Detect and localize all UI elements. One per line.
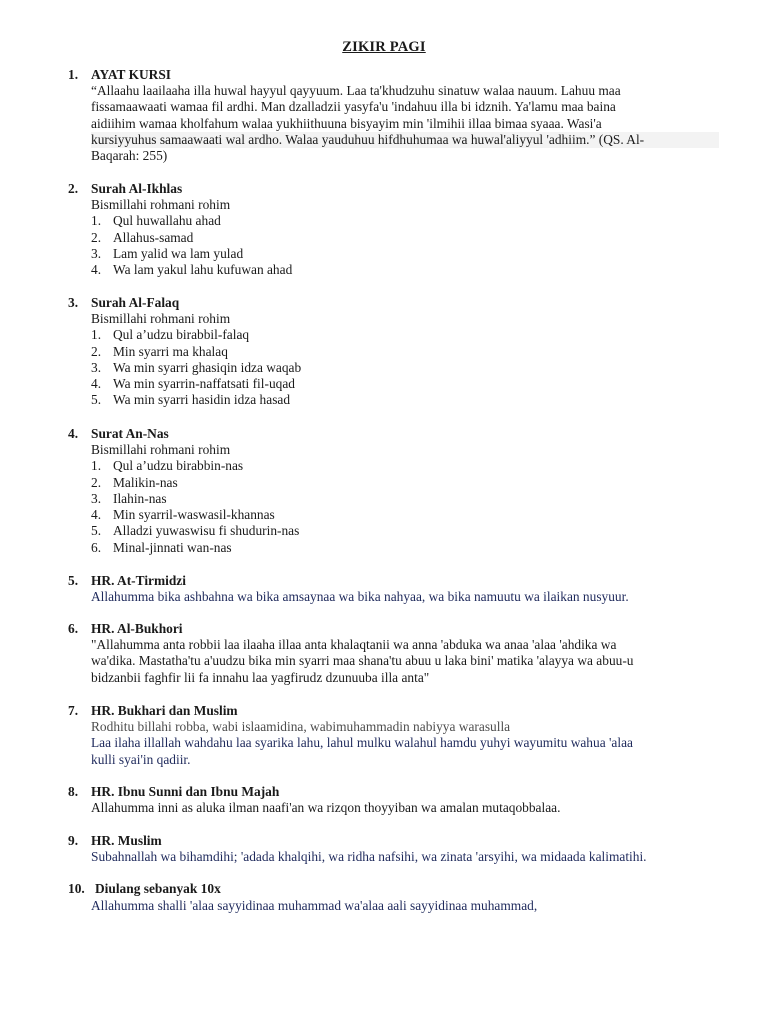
verse-number: 2. [91,229,102,245]
verse-item [91,246,719,262]
text-line: bidzanbii faghfir lii fa innahu laa yagfirudz dzunuuba illa anta" [91,669,430,685]
text-line: aidiihim wamaa kholfahum walaa yukhiithuuna bisyayim min 'ilmihii illaa bimaa syaaa. Wasi'a [91,115,602,131]
verse-number: 3. [91,359,102,375]
bismillah-line: Bismillahi rohmani rohim [91,311,231,326]
section-number: 4. [68,426,79,441]
section-heading: HR. At-Tirmidzi [91,573,186,588]
verse-text: Lam yalid wa lam yulad [113,245,244,261]
text-line: Allahumma bika ashbahna wa bika amsaynaa wa bika nahyaa, wa bika namuutu wa ilaikan nusyuur. [91,589,629,604]
verse-number: 3. [91,245,102,261]
verse-number: 2. [91,343,102,359]
section-body [91,637,719,686]
section-number: 1. [68,67,79,82]
verse-number: 6. [91,539,102,555]
verse-text: Wa min syarri ghasiqin idza waqab [113,359,302,375]
text-line: kulli syai'in qadiir. [91,751,191,767]
verse-text: Min syarri ma khalaq [113,343,228,359]
text-line: Rodhitu billahi robba, wabi islaamidina, wabimuhammadin nabiyya warasulla [91,719,511,734]
verse-item [91,458,719,474]
text-line: wa'dika. Mastatha'tu a'uudzu bika min syarri maa shana'tu abuu u laka bini' matika 'alayya wa abuu-u [91,653,634,669]
verse-item [91,344,719,360]
text-line: Baqarah: 255) [91,148,168,164]
section-number: 2. [68,181,79,196]
verse-item [91,491,719,507]
text-line: Allahumma shalli 'alaa sayyidinaa muhammad wa'alaa aali sayyidinaa muhammad, [91,898,538,913]
verse-text: Allahus-samad [113,229,194,245]
verse-text: Minal-jinnati wan-nas [113,539,232,555]
section-heading: AYAT KURSI [91,67,172,82]
verse-number: 1. [91,327,102,343]
text-line: Laa ilaha illallah wahdahu laa syarika lahu, lahul mulku walahul hamdu yuhyi wayumitu wahua 'alaa [91,735,633,751]
verse-text: Ilahin-nas [113,490,167,506]
bismillah-line: Bismillahi rohmani rohim [91,442,231,457]
verse-number: 1. [91,458,102,474]
section-body [91,589,719,605]
verse-text: Wa min syarrin-naffatsati fil-uqad [113,376,295,392]
section-number: 9. [68,833,79,848]
verse-item [91,507,719,523]
verse-text: Min syarril-waswasil-khannas [113,507,275,523]
verse-text: Alladzi yuwaswisu fi shudurin-nas [113,523,300,539]
verse-number: 3. [91,490,102,506]
verse-item [91,327,719,343]
section-number: 7. [68,703,79,718]
text-line: “Allaahu laailaaha illa huwal hayyul qayyuum. Laa ta'khudzuhu sinatuw walaa nauum. Lahuu maa [91,83,621,98]
text-line: Allahumma inni as aluka ilman naafi'an wa rizqon thoyyiban wa amalan mutaqobbalaa. [91,800,561,815]
section-number: 8. [68,784,79,799]
section-body [91,719,719,768]
section-heading: HR. Muslim [91,833,162,848]
section-body [91,898,719,914]
section-number: 10. [68,881,85,896]
verse-text: Malikin-nas [113,474,178,490]
text-line: kursiyyuhus samaawaati wal ardho. Walaa yauduhuu hifdhuhumaa wa huwal'aliyyul 'adhiim.” (QS. Al- [91,132,719,148]
section-heading: Surah Al-Falaq [91,295,180,310]
verse-text: Wa lam yakul lahu kufuwan ahad [113,262,293,278]
section-body [91,197,719,278]
section-number: 3. [68,295,79,310]
bismillah-line: Bismillahi rohmani rohim [91,197,231,212]
verse-item [91,360,719,376]
section-body [91,800,719,816]
verse-item [91,262,719,278]
section-body [91,849,719,865]
section-heading: HR. Ibnu Sunni dan Ibnu Majah [91,784,280,799]
section-number: 5. [68,573,79,588]
verse-item [91,213,719,229]
section-body [91,442,719,556]
verse-item [91,392,719,408]
verse-number: 4. [91,376,102,392]
section-number: 6. [68,621,79,636]
verse-text: Qul a’udzu birabbil-falaq [113,327,250,343]
verse-number: 5. [91,523,102,539]
page-title: ZIKIR PAGI [342,39,426,55]
section-heading: Surat An-Nas [91,426,169,441]
verse-item [91,376,719,392]
section-body [91,83,719,164]
section-body [91,311,719,409]
verse-item [91,523,719,539]
section-heading: Surah Al-Ikhlas [91,181,183,196]
verse-text: Qul a’udzu birabbin-nas [113,458,244,474]
verse-text: Wa min syarri hasidin idza hasad [113,392,291,408]
section-heading: HR. Al-Bukhori [91,621,183,636]
verse-item [91,230,719,246]
text-line: "Allahumma anta robbii laa ilaaha illaa anta khalaqtanii wa anna 'abduka wa anaa 'alaa 'ahdika wa [91,637,617,652]
verse-text: Qul huwallahu ahad [113,213,221,229]
verse-number: 5. [91,392,102,408]
verse-item [91,475,719,491]
section-heading: HR. Bukhari dan Muslim [91,703,238,718]
section-heading: Diulang sebanyak 10x [95,881,221,896]
text-line: fissamaawaati wamaa fil ardhi. Man dzalladzii yasyfa'u 'indahuu illa bi idznih. Ya'lamu maa baina [91,99,616,115]
verse-number: 4. [91,262,102,278]
verse-number: 4. [91,507,102,523]
verse-item [91,540,719,556]
verse-number: 2. [91,474,102,490]
verse-number: 1. [91,213,102,229]
text-line: Subahnallah wa bihamdihi; 'adada khalqihi, wa ridha nafsihi, wa zinata 'arsyihi, wa midaada kalimatihi. [91,849,647,864]
